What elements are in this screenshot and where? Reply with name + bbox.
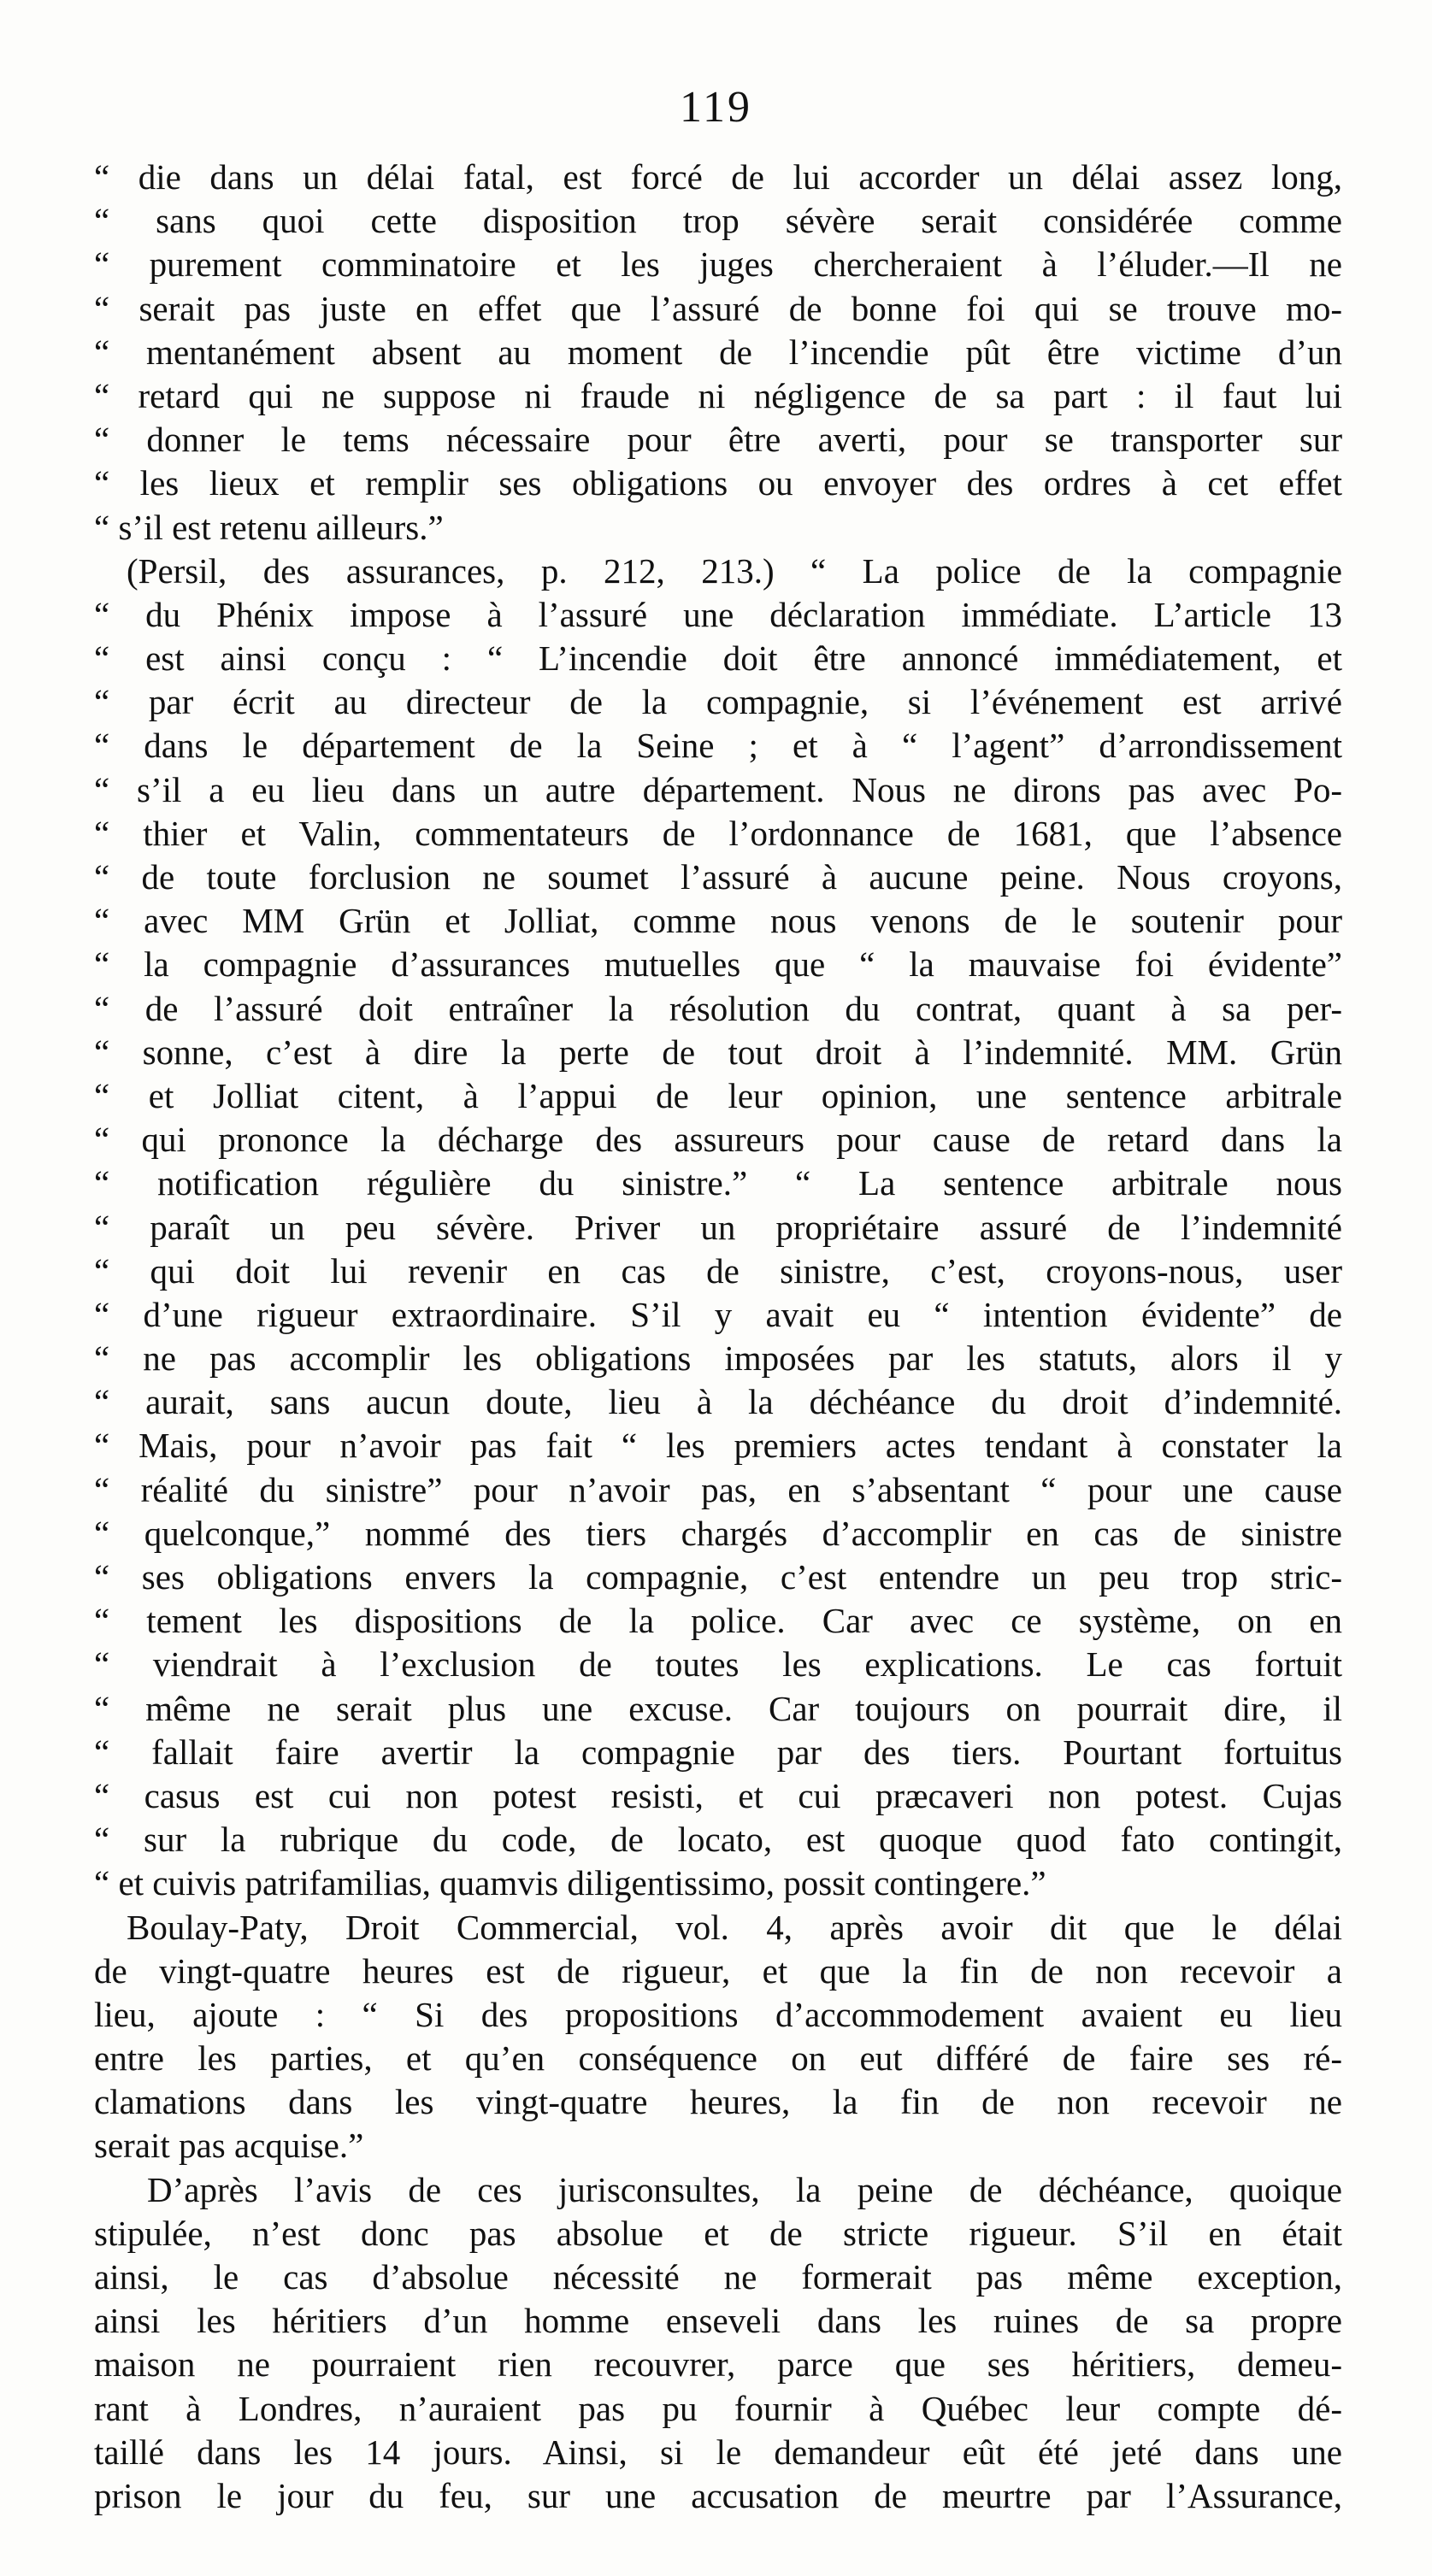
text-line: “ est ainsi conçu : “ L’incendie doit être annoncé immédiatement, et [94,638,1342,679]
text-line: “ qui prononce la décharge des assureurs pour cause de retard dans la [94,1120,1342,1160]
page-number: 119 [679,83,753,132]
text-line: stipulée, n’est donc pas absolue et de stricte rigueur. S’il en était [94,2213,1342,2253]
text-line: “ d’une rigueur extraordinaire. S’il y avait eu “ intention évidente” de [94,1294,1342,1334]
text-line: “ s’il a eu lieu dans un autre département. Nous ne dirons pas avec Po- [94,769,1342,809]
text-line: serait pas acquise.” [94,2126,364,2166]
text-line: ainsi les héritiers d’un homme enseveli dans les ruines de sa propre [94,2301,1342,2341]
text-line: “ s’il est retenu ailleurs.” [94,507,444,547]
text-line: “ ses obligations envers la compagnie, c’est entendre un peu trop stric- [94,1557,1342,1597]
text-line: “ thier et Valin, commentateurs de l’ordonnance de 1681, que l’absence [94,813,1342,853]
text-line: “ die dans un délai fatal, est forcé de lui accorder un délai assez long, [94,157,1342,197]
text-line: “ sans quoi cette disposition trop sévère serait considérée comme [94,201,1342,241]
text-line: maison ne pourraient rien recouvrer, parce que ses héritiers, demeu- [94,2344,1342,2385]
text-line: “ donner le tems nécessaire pour être averti, pour se transporter sur [94,420,1342,460]
text-line: “ notification régulière du sinistre.” “ La sentence arbitrale nous [94,1163,1342,1203]
text-line: taillé dans les 14 jours. Ainsi, si le demandeur eût été jeté dans une [94,2432,1342,2472]
text-line: “ paraît un peu sévère. Priver un propriétaire assuré de l’indemnité [94,1207,1342,1247]
text-line: “ aurait, sans aucun doute, lieu à la déchéance du droit d’indemnité. [94,1382,1342,1422]
text-line: “ sur la rubrique du code, de locato, est quoque quod fato contingit, [94,1820,1342,1860]
text-line: “ et cuivis patrifamilias, quamvis diligentissimo, possit contingere.” [94,1863,1046,1903]
text-line: “ viendrait à l’exclusion de toutes les explications. Le cas fortuit [94,1644,1342,1685]
body-text [94,156,1342,2518]
text-line: “ casus est cui non potest resisti, et cui præcaveri non potest. Cujas [94,1775,1342,1815]
text-line: “ serait pas juste en effet que l’assuré de bonne foi qui se trouve mo- [94,288,1342,328]
text-line: entre les parties, et qu’en conséquence on eut différé de faire ses ré- [94,2038,1342,2079]
text-line: “ de toute forclusion ne soumet l’assuré à aucune peine. Nous croyons, [94,857,1342,897]
text-line: clamations dans les vingt-quatre heures, la fin de non recevoir ne [94,2082,1342,2122]
text-line: “ par écrit au directeur de la compagnie, si l’événement est arrivé [94,682,1342,722]
text-line: “ retard qui ne suppose ni fraude ni négligence de sa part : il faut lui [94,375,1342,415]
text-line: “ quelconque,” nommé des tiers chargés d’accomplir en cas de sinistre [94,1513,1342,1553]
text-line: “ les lieux et remplir ses obligations ou envoyer des ordres à cet effet [94,463,1342,503]
text-line: “ avec MM Grün et Jolliat, comme nous venons de le soutenir pour [94,901,1342,941]
text-line: “ et Jolliat citent, à l’appui de leur opinion, une sentence arbitrale [94,1075,1342,1115]
text-line: “ fallait faire avertir la compagnie par des tiers. Pourtant fortuitus [94,1732,1342,1772]
text-line: “ de l’assuré doit entraîner la résolution du contrat, quant à sa per- [94,988,1342,1028]
text-line: “ mentanément absent au moment de l’incendie pût être victime d’un [94,332,1342,372]
text-line: rant à Londres, n’auraient pas pu fournir à Québec leur compte dé- [94,2388,1342,2428]
text-line: “ Mais, pour n’avoir pas fait “ les premiers actes tendant à constater la [94,1426,1342,1466]
text-line: “ même ne serait plus une excuse. Car toujours on pourrait dire, il [94,1688,1342,1728]
text-line: “ sonne, c’est à dire la perte de tout droit à l’indemnité. MM. Grün [94,1032,1342,1072]
text-line: “ qui doit lui revenir en cas de sinistre, c’est, croyons-nous, user [94,1250,1342,1291]
text-line: “ la compagnie d’assurances mutuelles que “ la mauvaise foi évidente” [94,944,1342,985]
text-line: prison le jour du feu, sur une accusation de meurtre par l’Assurance, [94,2475,1342,2515]
text-line: de vingt-quatre heures est de rigueur, et que la fin de non recevoir a [94,1950,1342,1991]
text-line: Boulay-Paty, Droit Commercial, vol. 4, après avoir dit que le délai [127,1907,1342,1947]
text-line: lieu, ajoute : “ Si des propositions d’accommodement avaient eu lieu [94,1994,1342,2034]
text-line: “ dans le département de la Seine ; et à “ l’agent” d’arrondissement [94,726,1342,766]
text-line: “ ne pas accomplir les obligations imposées par les statuts, alors il y [94,1338,1342,1379]
text-line: (Persil, des assurances, p. 212, 213.) “ La police de la compagnie [127,550,1342,591]
text-line: D’après l’avis de ces jurisconsultes, la peine de déchéance, quoique [147,2169,1342,2209]
text-line: “ du Phénix impose à l’assuré une déclaration immédiate. L’article 13 [94,594,1342,634]
text-line: “ réalité du sinistre” pour n’avoir pas, en s’absentant “ pour une cause [94,1469,1342,1509]
text-line: “ tement les dispositions de la police. Car avec ce système, on en [94,1601,1342,1641]
text-line: ainsi, le cas d’absolue nécessité ne formerait pas même exception, [94,2257,1342,2297]
text-line: “ purement comminatoire et les juges chercheraient à l’éluder.—Il ne [94,244,1342,285]
